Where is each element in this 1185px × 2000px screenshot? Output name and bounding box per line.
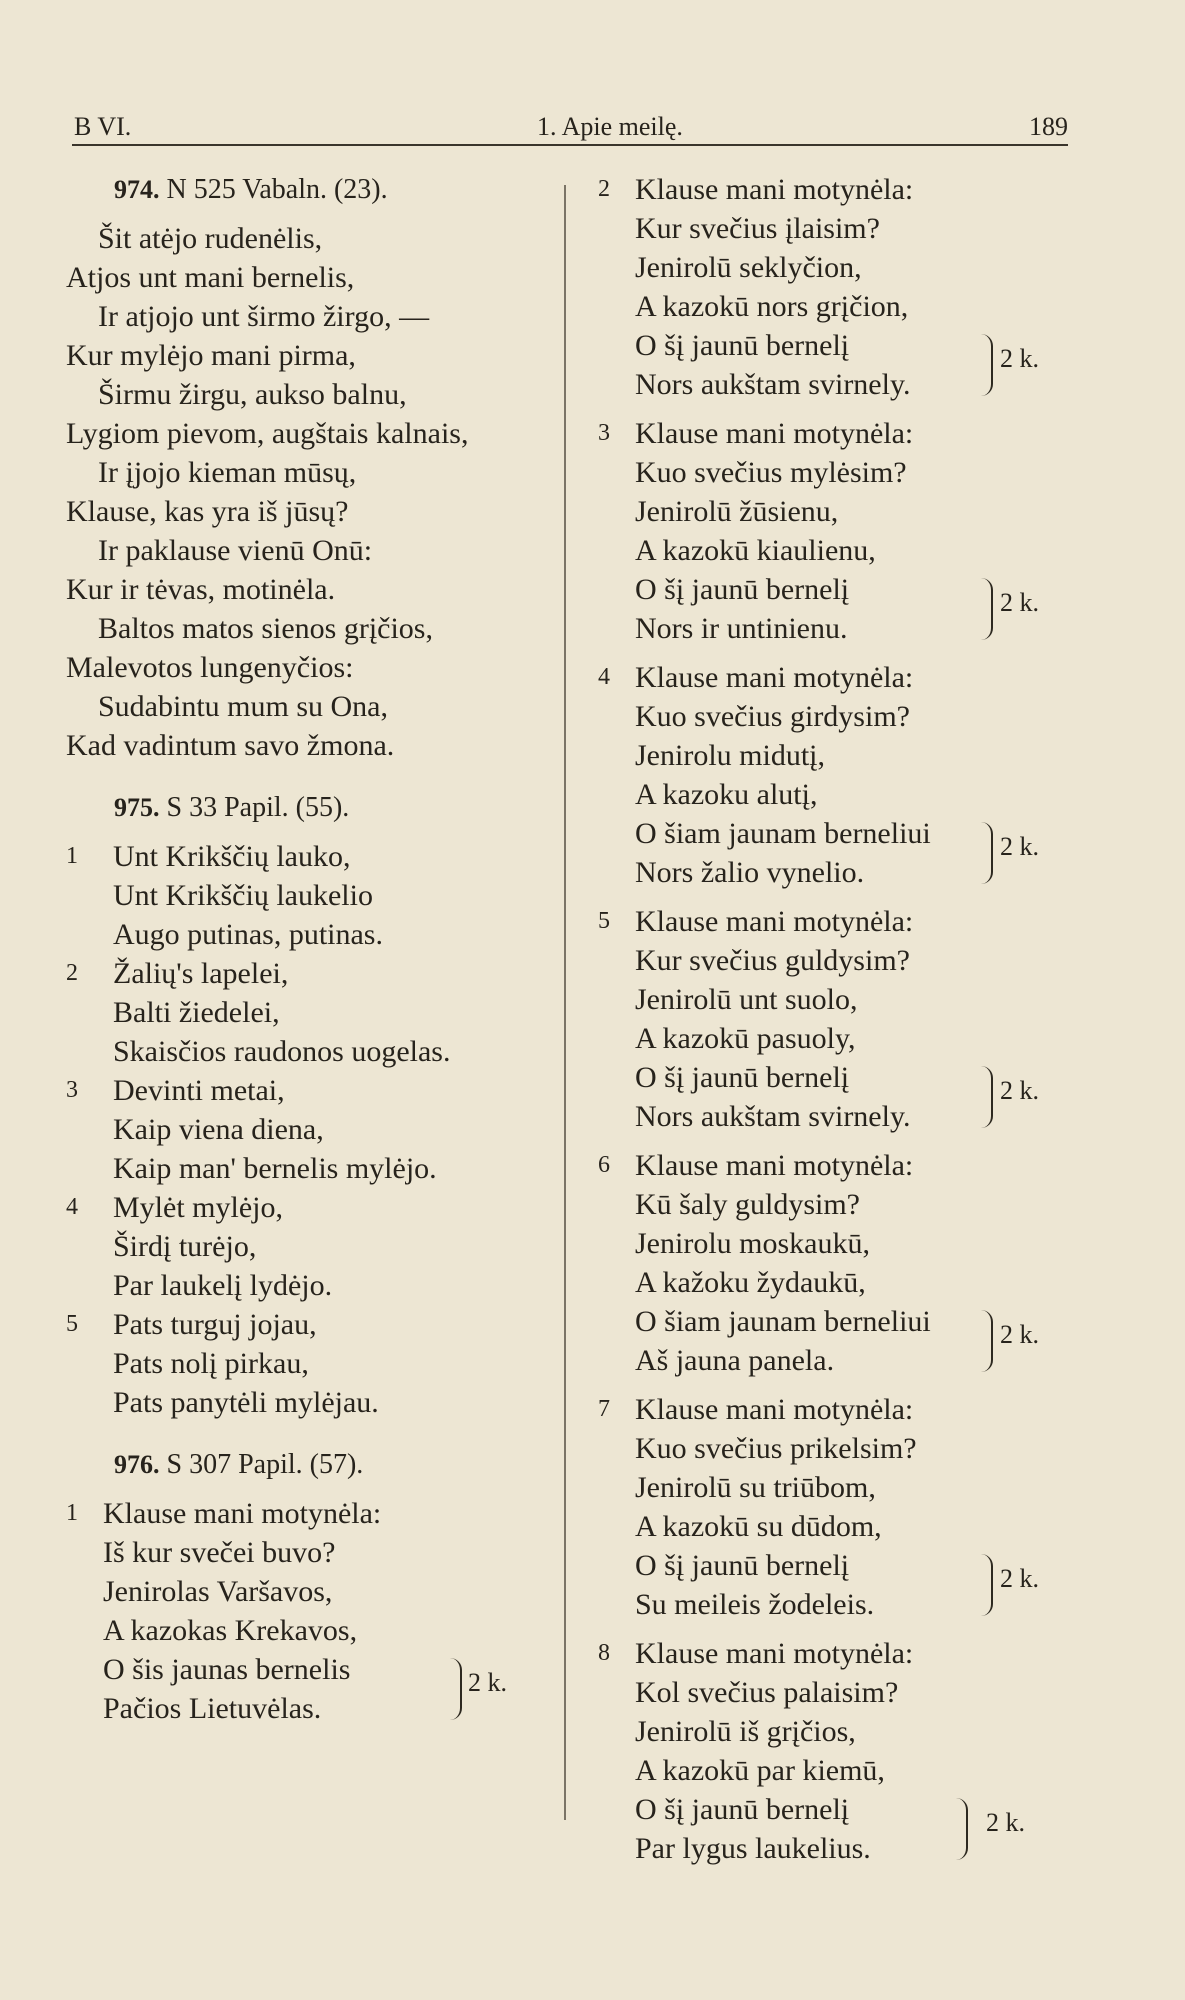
- repeat-brace: [981, 822, 993, 884]
- verse-line: Lygiom pievom, augštais kalnais,: [66, 417, 469, 450]
- verse-line: Nors aukštam svirnely.: [635, 368, 911, 401]
- verse-line: A kazokū su dūdom,: [635, 1510, 882, 1543]
- repeat-mark: 2 k.: [1000, 1076, 1039, 1105]
- song-975-heading: [66, 788, 546, 827]
- chapter-title: 1. Apie meilę.: [537, 112, 683, 141]
- verse-line: Klause mani motynėla:: [635, 1149, 914, 1182]
- verse-line: Kuo svečius girdysim?: [635, 700, 910, 733]
- song-976-verse-5: [598, 902, 1118, 1136]
- verse-line: Klause mani motynėla:: [635, 1393, 914, 1426]
- verse-number: 3: [598, 420, 610, 446]
- song-974-number: 974.: [114, 175, 160, 204]
- song-975-verse-5: [66, 1305, 546, 1422]
- verse-line: Atjos unt mani bernelis,: [66, 261, 355, 294]
- verse-line: Kur svečius įlaisim?: [635, 212, 880, 245]
- repeat-mark: 2 k.: [1000, 832, 1039, 861]
- verse-line: Klause mani motynėla:: [635, 661, 914, 694]
- verse-line: Kaip man' bernelis mylėjo.: [113, 1152, 437, 1185]
- verse-line: Kad vadintum savo žmona.: [66, 729, 395, 762]
- verse-line: A kazokū kiaulienu,: [635, 534, 876, 567]
- verse-line: Iš kur svečei buvo?: [103, 1536, 336, 1569]
- verse-line: A kazokū par kiemū,: [635, 1754, 885, 1787]
- verse-line: Kol svečius palaisim?: [635, 1676, 899, 1709]
- song-976-source: S 307 Papil. (57).: [166, 1449, 364, 1480]
- verse-line: Klause mani motynėla:: [635, 1637, 914, 1670]
- verse-line: Klause mani motynėla:: [635, 417, 914, 450]
- repeat-mark: 2 k.: [1000, 344, 1039, 373]
- page-number: 189: [1029, 112, 1068, 141]
- verse-number: 3: [66, 1077, 78, 1103]
- verse-line: Par laukelį lydėjo.: [113, 1269, 333, 1302]
- verse-line: Unt Krikščių lauko,: [113, 840, 351, 873]
- running-header: [72, 112, 1068, 146]
- song-975-source: S 33 Papil. (55).: [166, 792, 350, 823]
- song-975-verse-1: [66, 837, 546, 954]
- verse-line: O šį jaunū bernelį: [635, 1061, 850, 1094]
- verse-number: 1: [66, 843, 78, 869]
- verse-line: Klause mani motynėla:: [635, 173, 914, 206]
- verse-line: Pats turguj jojau,: [113, 1308, 317, 1341]
- verse-line: Jenirolū seklyčion,: [635, 251, 862, 284]
- verse-line: Sudabintu mum su Ona,: [98, 690, 388, 723]
- song-975-verse-2: [66, 954, 546, 1071]
- verse-line: O šį jaunū bernelį: [635, 329, 850, 362]
- verse-line: Ir atjojo unt širmo žirgo, —: [98, 300, 430, 333]
- song-976-verse-2: [598, 170, 1118, 404]
- repeat-mark: 2 k.: [1000, 1564, 1039, 1593]
- verse-line: Kur ir tėvas, motinėla.: [66, 573, 336, 606]
- verse-line: Nors aukštam svirnely.: [635, 1100, 911, 1133]
- verse-line: Širmu žirgu, aukso balnu,: [98, 378, 407, 411]
- repeat-mark: 2 k.: [986, 1808, 1025, 1837]
- verse-line: Klause, kas yra iš jūsų?: [66, 495, 349, 528]
- verse-line: Kur svečius guldysim?: [635, 944, 910, 977]
- verse-line: Nors ir untinienu.: [635, 612, 848, 645]
- left-column: [66, 170, 546, 1728]
- song-976-verse-1: [66, 1494, 546, 1728]
- song-974-heading: [66, 170, 546, 209]
- song-976-verse-8: [598, 1634, 1118, 1868]
- verse-line: A kazokū pasuoly,: [635, 1022, 856, 1055]
- verse-line: O šiam jaunam berneliui: [635, 817, 931, 850]
- verse-line: Pačios Lietuvėlas.: [103, 1692, 322, 1725]
- verse-line: Devinti metai,: [113, 1074, 285, 1107]
- verse-number: 6: [598, 1152, 610, 1178]
- verse-line: Skaisčios raudonos uogelas.: [113, 1035, 451, 1068]
- repeat-brace: [981, 1554, 993, 1616]
- verse-line: Jenirolū iš grįčios,: [635, 1715, 856, 1748]
- verse-line: Jenirolū žūsienu,: [635, 495, 839, 528]
- verse-line: Žalių's lapelei,: [113, 957, 289, 990]
- verse-line: Su meileis žodeleis.: [635, 1588, 875, 1621]
- verse-line: O šį jaunū bernelį: [635, 573, 850, 606]
- repeat-mark: 2 k.: [468, 1668, 507, 1697]
- verse-number: 4: [598, 664, 610, 690]
- verse-line: Jenirolu midutį,: [635, 739, 825, 772]
- song-976-verse-4: [598, 658, 1118, 892]
- section-label: B VI.: [74, 112, 132, 141]
- song-976-verse-7: [598, 1390, 1118, 1624]
- song-976-number: 976.: [114, 1450, 160, 1479]
- verse-number: 2: [598, 176, 610, 202]
- verse-line: O šiam jaunam berneliui: [635, 1305, 931, 1338]
- verse-number: 7: [598, 1396, 610, 1422]
- right-column: [598, 170, 1118, 1868]
- verse-line: Jenirolū su triūbom,: [635, 1471, 876, 1504]
- verse-line: Par lygus laukelius.: [635, 1832, 871, 1865]
- verse-line: Klause mani motynėla:: [635, 905, 914, 938]
- verse-line: Baltos matos sienos grįčios,: [98, 612, 433, 645]
- song-976-heading: [66, 1445, 546, 1484]
- verse-line: Balti žiedelei,: [113, 996, 280, 1029]
- verse-line: A kazoku alutį,: [635, 778, 818, 811]
- verse-line: Kū šaly guldysim?: [635, 1188, 860, 1221]
- repeat-brace: [981, 1310, 993, 1372]
- song-975-number: 975.: [114, 793, 160, 822]
- song-974-source: N 525 Vabaln. (23).: [166, 174, 388, 205]
- verse-line: Ir įjojo kieman mūsų,: [98, 456, 357, 489]
- verse-number: 5: [66, 1311, 78, 1337]
- verse-line: Klause mani motynėla:: [103, 1497, 382, 1530]
- verse-line: Unt Krikščių laukelio: [113, 879, 373, 912]
- verse-number: 2: [66, 960, 78, 986]
- verse-line: A kažoku žydaukū,: [635, 1266, 866, 1299]
- verse-line: Nors žalio vynelio.: [635, 856, 865, 889]
- verse-line: A kazokas Krekavos,: [103, 1614, 358, 1647]
- song-975-verse-4: [66, 1188, 546, 1305]
- repeat-brace: [981, 1066, 993, 1128]
- song-976-verse-3: [598, 414, 1118, 648]
- verse-line: Kuo svečius prikelsim?: [635, 1432, 917, 1465]
- verse-line: Kaip viena diena,: [113, 1113, 324, 1146]
- verse-line: O šis jaunas bernelis: [103, 1653, 351, 1686]
- verse-line: O šį jaunū bernelį: [635, 1793, 850, 1826]
- song-975-verse-3: [66, 1071, 546, 1188]
- repeat-brace: [956, 1798, 968, 1860]
- verse-line: Jenirolū unt suolo,: [635, 983, 858, 1016]
- verse-line: O šį jaunū bernelį: [635, 1549, 850, 1582]
- verse-line: Širdį turėjo,: [113, 1230, 257, 1263]
- verse-line: Mylėt mylėjo,: [113, 1191, 283, 1224]
- verse-line: A kazokū nors grįčion,: [635, 290, 909, 323]
- repeat-mark: 2 k.: [1000, 1320, 1039, 1349]
- repeat-mark: 2 k.: [1000, 588, 1039, 617]
- verse-line: Ir paklause vienū Onū:: [98, 534, 373, 567]
- verse-line: Jenirolas Varšavos,: [103, 1575, 333, 1608]
- verse-line: Aš jauna panela.: [635, 1344, 835, 1377]
- repeat-brace: [450, 1658, 462, 1720]
- column-divider: [564, 185, 566, 1820]
- verse-line: Kuo svečius mylėsim?: [635, 456, 907, 489]
- song-974-text: [66, 219, 546, 765]
- verse-line: Malevotos lungenyčios:: [66, 651, 354, 684]
- verse-line: Kur mylėjo mani pirma,: [66, 339, 356, 372]
- verse-line: Augo putinas, putinas.: [113, 918, 383, 951]
- verse-line: Šit atėjo rudenėlis,: [98, 222, 323, 255]
- verse-line: Jenirolu moskaukū,: [635, 1227, 870, 1260]
- verse-line: Pats panytėli mylėjau.: [113, 1386, 379, 1419]
- verse-number: 4: [66, 1194, 78, 1220]
- verse-number: 1: [66, 1500, 78, 1526]
- verse-number: 8: [598, 1640, 610, 1666]
- repeat-brace: [981, 334, 993, 396]
- repeat-brace: [981, 578, 993, 640]
- song-976-verse-6: [598, 1146, 1118, 1380]
- verse-line: Pats nolį pirkau,: [113, 1347, 309, 1380]
- verse-number: 5: [598, 908, 610, 934]
